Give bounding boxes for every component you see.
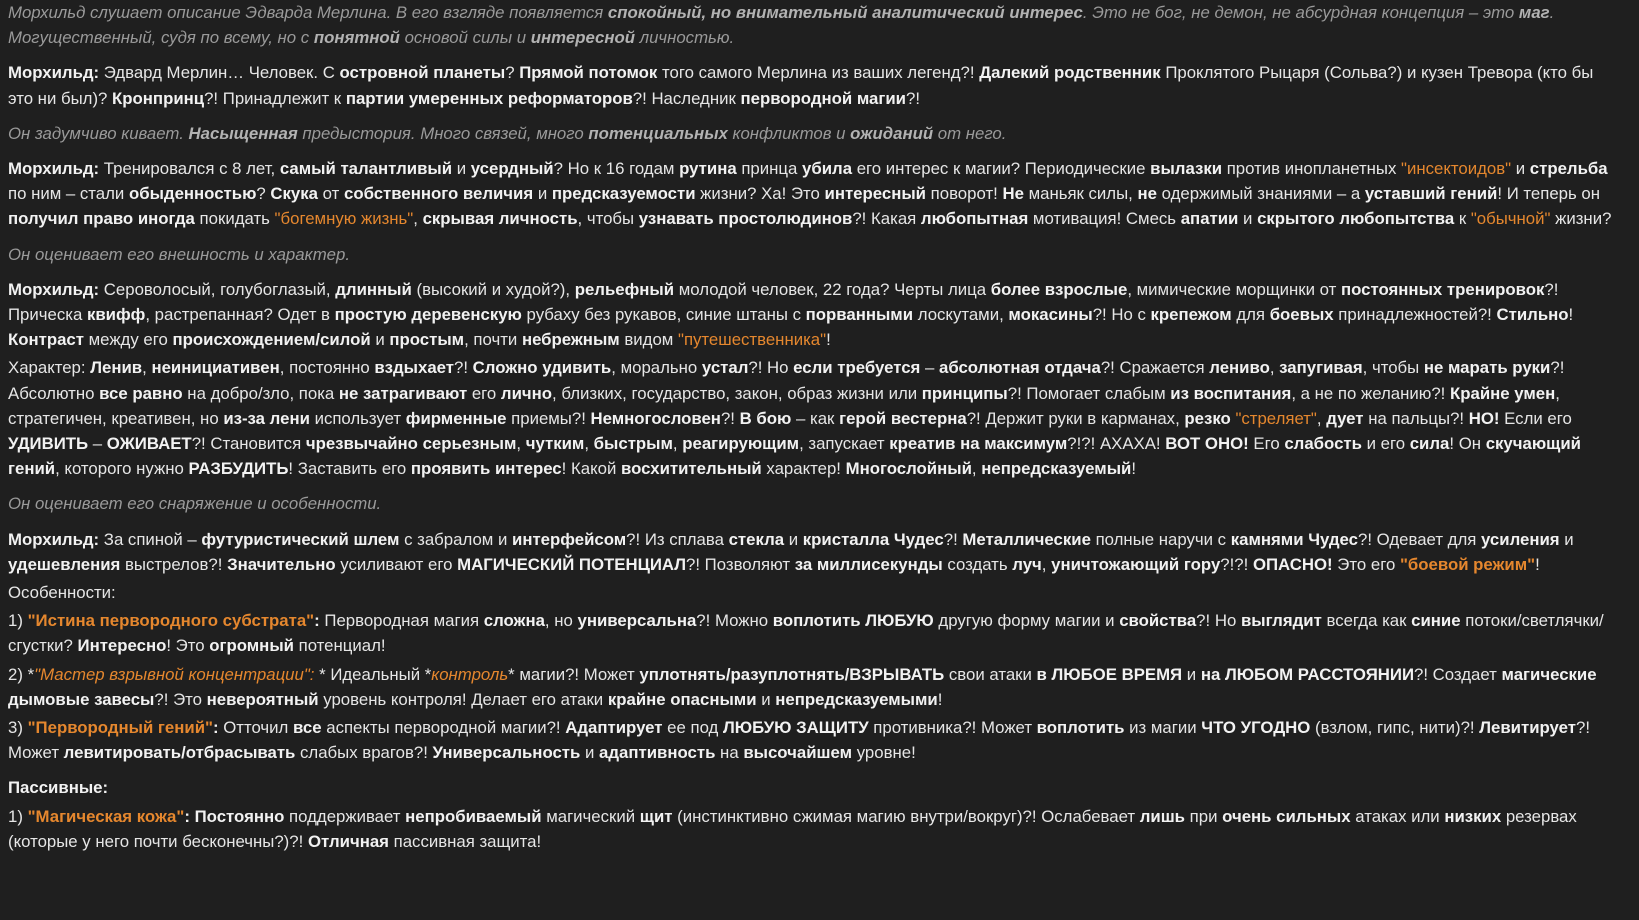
- narration-3: Он оценивает его внешность и характер.: [8, 244, 350, 264]
- passives-heading: Пассивные:: [8, 778, 109, 798]
- speech-character: Характер: Ленив, неинициативен, постоянно вздыхает?! Сложно удивить, морально устал?! Но если требуется – абсолютная отдача?! Сражается лениво, запугивая, чтобы не марать руки?! Абсолютно все равно на добро/зло, пока не затрагивают его лично, близких, государство, закон, образ жизни или принципы?! Помогает слабым из воспитания, а не по желанию?! Крайне умен, стратегичен, креативен, но из-за лени использует фирменные приемы?! Немногословен?! В бою – как герой вестерна?! Держит руки в карманах, резко "стреляет", дует на пальцы?! НО! Если его УДИВИТЬ – ОЖИВАЕТ?! Становится чрезвычайно серьезным, чутким, быстрым, реагирующим, запускает креатив на максимум?!?! АХАХА! ВОТ ОНО! Его слабость и его сила! Он скучающий гений, которого нужно РАЗБУДИТЬ! Заставить его проявить интерес! Какой восхитительный характер! Многослойный, непредсказуемый!: [8, 358, 1581, 479]
- feature-1: 1) "Истина первородного субстрата": Первородная магия сложна, но универсальна?! Можно воплотить ЛЮБУЮ другую форму магии и свойства?! Но выглядит всегда как синие потоки/светлячки/сгустки? Интересно! Это огромный потенциал!: [8, 611, 1604, 656]
- speech-motivation: Морхильд: Тренировался с 8 лет, самый талантливый и усердный? Но к 16 годам рутина принца убила его интерес к магии? Периодические вылазки против инопланетных "инсектоидов" и стрельба по ним – стали обыденностью? Скука от собственного величия и предсказуемости жизни? Ха! Это интересный поворот! Не маньяк силы, не одержимый знаниями – а уставший гений! И теперь он получил право иногда покидать "богемную жизнь", скрывая личность, чтобы узнавать простолюдинов?! Какая любопытная мотивация! Смесь апатии и скрытого любопытства к "обычной" жизни?: [8, 159, 1612, 229]
- speech-appearance: Морхильд: Сероволосый, голубоглазый, длинный (высокий и худой?), рельефный молодой человек, 22 года? Черты лица более взрослые, мимические морщинки от постоянных тренировок?! Прическа квифф, растрепанная? Одет в простую деревенскую рубаху без рукавов, синие штаны с порванными лоскутами, мокасины?! Но с крепежом для боевых принадлежностей?! Стильно! Контраст между его происхождением/силой и простым, почти небрежным видом "путешественника"!: [8, 279, 1574, 350]
- narration-4: Он оценивает его снаряжение и особенности.: [8, 494, 382, 514]
- passive-1: 1) "Магическая кожа": Постоянно поддерживает непробиваемый магический щит (инстинктивно сжимая магию внутри/вокруг)?! Ослабевает лишь при очень сильных атаках или низких резервах (которые у него почти бесконечны?)?! Отличная пассивная защита!: [8, 806, 1577, 851]
- feature-3: 3) "Первородный гений": Отточил все аспекты первородной магии?! Адаптирует ее под ЛЮБУЮ ЗАЩИТУ противника?! Может воплотить из магии ЧТО УГОДНО (взлом, гипс, нити)?! Левитирует?! Может левитировать/отбрасывать слабых врагов?! Универсальность и адаптивность на высочайшем уровне!: [8, 718, 1590, 763]
- features-heading: Особенности:: [8, 583, 116, 603]
- speech-equipment: Морхильд: За спиной – футуристический шлем с забралом и интерфейсом?! Из сплава стекла и кристалла Чудес?! Металлические полные наручи с камнями Чудес?! Одевает для усиления и удешевления выстрелов?! Значительно усиливают его МАГИЧЕСКИЙ ПОТЕНЦИАЛ?! Позволяют за миллисекунды создать луч, уничтожающий гору?!?! ОПАСНО! Это его "боевой режим"!: [8, 529, 1574, 574]
- narration-2: Он задумчиво кивает. Насыщенная предыстория. Много связей, много потенциальных конфликтов и ожиданий от него.: [8, 123, 1007, 143]
- speech-background: Морхильд: Эдвард Мерлин… Человек. С островной планеты? Прямой потомок того самого Мерлина из ваших легенд?! Далекий родственник Проклятого Рыцаря (Сольва?) и кузен Тревора (кто бы это ни был)? Кронпринц?! Принадлежит к партии умеренных реформаторов?! Наследник первородной магии?!: [8, 63, 1594, 108]
- feature-2: 2) *"Мастер взрывной концентрации": * Идеальный *контроль* магии?! Может уплотнять/разуплотнять/ВЗРЫВАТЬ свои атаки в ЛЮБОЕ ВРЕМЯ и на ЛЮБОМ РАССТОЯНИИ?! Создает магические дымовые завесы?! Это невероятный уровень контроля! Делает его атаки крайне опасными и непредсказуемыми!: [8, 664, 1597, 709]
- narration-1: Морхильд слушает описание Эдварда Мерлина. В его взгляде появляется спокойный, но внимательный аналитический интерес. Это не бог, не демон, не абсурдная концепция – это маг. Могущественный, судя по всему, но с понятной основой силы и интересной личностью.: [8, 3, 1555, 48]
